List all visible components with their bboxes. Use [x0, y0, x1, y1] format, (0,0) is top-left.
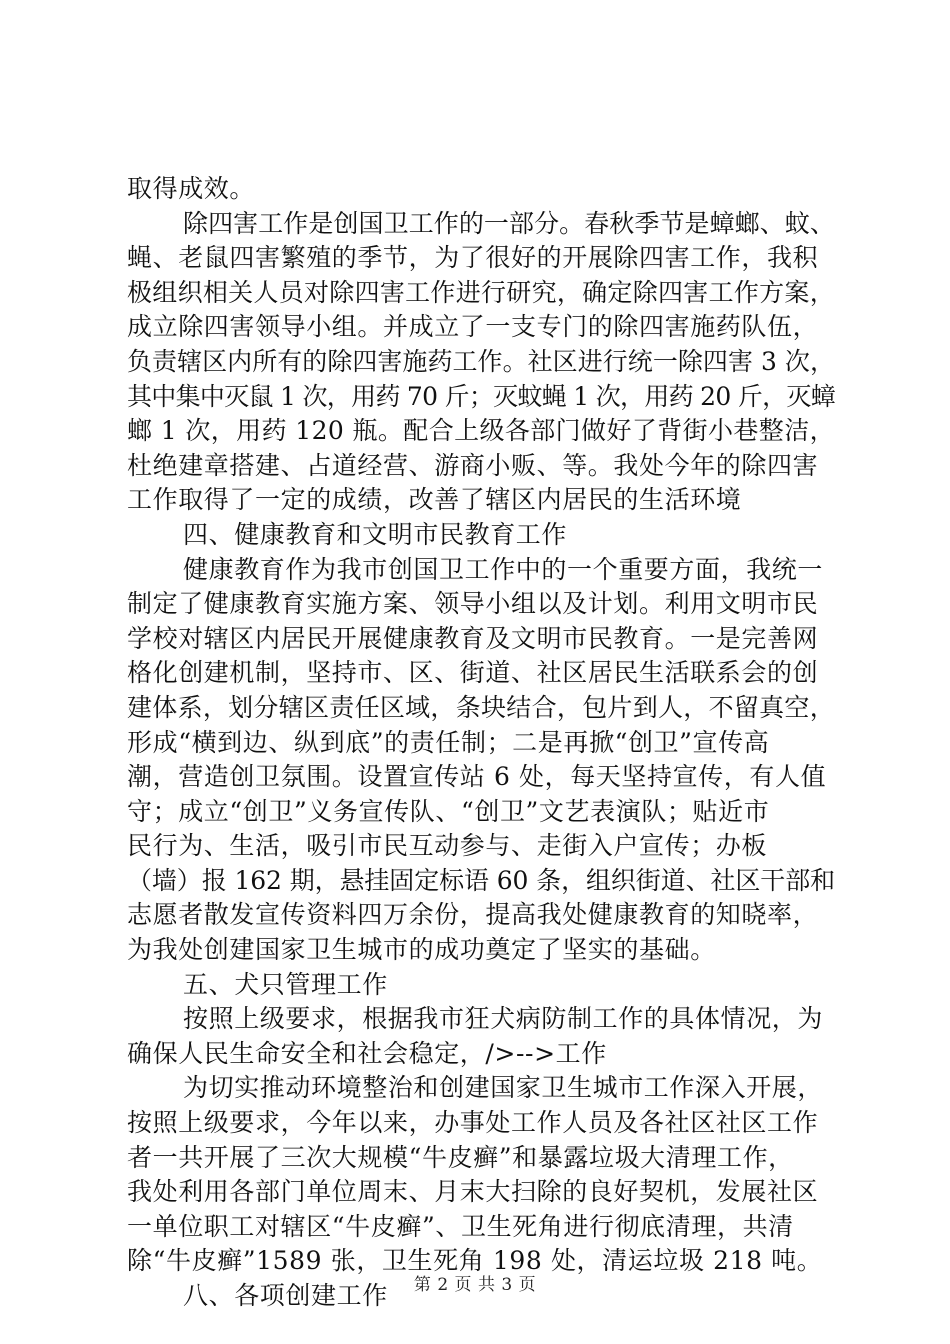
- text-line: 潮，营造创卫氛围。设置宣传站 6 处，每天坚持宣传，有人值: [127, 762, 827, 792]
- text-line: 工作取得了一定的成绩，改善了辖区内居民的生活环境: [127, 485, 742, 515]
- text-line: 取得成效。: [127, 174, 256, 203]
- text-line: 志愿者散发宣传资料四万余份，提高我处健康教育的知晓率，: [127, 900, 819, 930]
- document-body: [127, 172, 835, 1314]
- text-line: （墙）报 162 期，悬挂固定标语 60 条，组织街道、社区干部和: [127, 865, 835, 895]
- text-line: 一单位职工对辖区“牛皮癣”、卫生死角进行彻底清理，共清: [127, 1211, 794, 1241]
- text-line: 除四害工作是创国卫工作的一部分。春秋季节是蟑螂、蚊、: [183, 208, 835, 238]
- text-line: 为切实推动环境整治和创建国家卫生城市工作深入开展，: [183, 1073, 824, 1103]
- text-line: 按照上级要求，今年以来，办事处工作人员及各社区社区工作: [127, 1108, 819, 1138]
- text-line: 负责辖区内所有的除四害施药工作。社区进行统一除四害 3 次，: [127, 346, 835, 376]
- page-footer: 第 2 页 共 3 页: [413, 1275, 537, 1295]
- text-line: 成立除四害领导小组。并成立了一支专门的除四害施药队伍，: [127, 312, 819, 342]
- text-line: 极组织相关人员对除四害工作进行研究，确定除四害工作方案，: [127, 277, 835, 307]
- text-line: 守；成立“创卫”义务宣传队、“创卫”文艺表演队；贴近市: [127, 796, 770, 826]
- text-line: 确保人民生命安全和社会稳定，/>-->工作: [127, 1038, 607, 1068]
- text-line: 五、犬只管理工作: [183, 969, 388, 999]
- text-line: 格化创建机制，坚持市、区、街道、社区居民生活联系会的创: [127, 658, 819, 688]
- text-line: 杜绝建章搭建、占道经营、游商小贩、等。我处今年的除四害: [127, 450, 819, 480]
- text-line: 其中集中灭鼠 1 次，用药 70 斤；灭蚊蝇 1 次，用药 20 斤，灭蟑: [127, 381, 835, 411]
- text-line: 健康教育作为我市创国卫工作中的一个重要方面，我统一: [183, 554, 824, 584]
- text-line: 制定了健康教育实施方案、领导小组以及计划。利用文明市民: [127, 589, 819, 619]
- text-line: 民行为、生活，吸引市民互动参与、走街入户宣传；办板: [127, 831, 768, 861]
- text-line: 螂 1 次，用药 120 瓶。配合上级各部门做好了背街小巷整洁，: [127, 416, 835, 446]
- text-line: 建体系，划分辖区责任区域，条块结合，包片到人，不留真空，: [127, 692, 835, 722]
- text-line: 我处利用各部门单位周末、月末大扫除的良好契机，发展社区: [127, 1177, 819, 1207]
- text-line: 除“牛皮癣”1589 张，卫生死角 198 处，清运垃圾 218 吨。: [127, 1246, 823, 1276]
- text-line: 形成“横到边、纵到底”的责任制；二是再掀“创卫”宣传高: [127, 727, 770, 757]
- text-line: 蝇、老鼠四害繁殖的季节，为了很好的开展除四害工作，我积: [127, 243, 819, 273]
- text-line: 为我处创建国家卫生城市的成功奠定了坚实的基础。: [127, 935, 716, 965]
- text-line: 者一共开展了三次大规模“牛皮癣”和暴露垃圾大清理工作，: [127, 1142, 794, 1172]
- text-line: 八、各项创建工作: [183, 1281, 388, 1310]
- text-line: 学校对辖区内居民开展健康教育及文明市民教育。一是完善网: [127, 623, 819, 653]
- text-line: 按照上级要求，根据我市狂犬病防制工作的具体情况，为: [183, 1004, 824, 1034]
- text-line: 四、健康教育和文明市民教育工作: [183, 519, 568, 549]
